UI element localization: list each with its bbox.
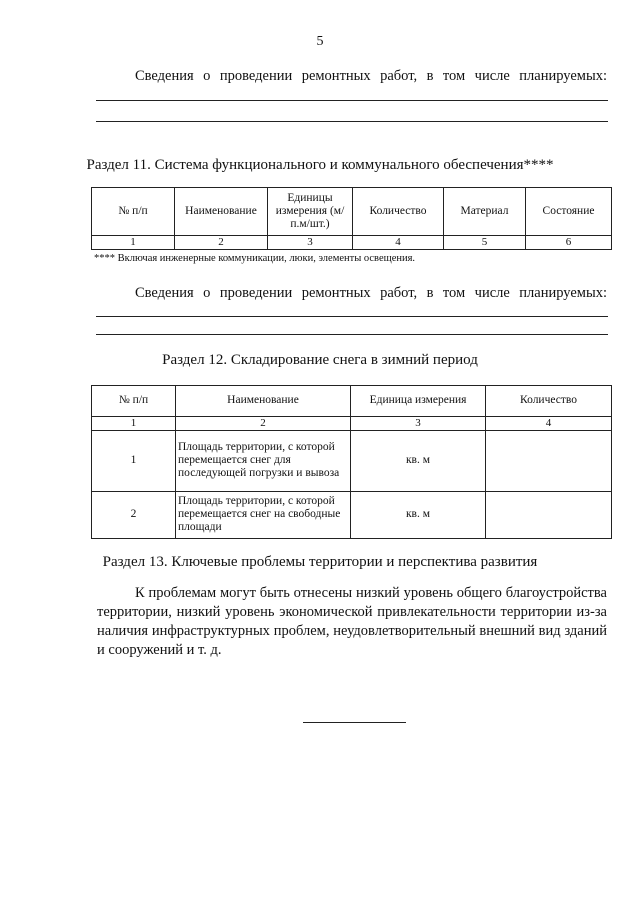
column-header: Единицы измерения (м/п.м/шт.) bbox=[268, 188, 353, 236]
row-number: 2 bbox=[92, 491, 176, 538]
section-11-heading: Раздел 11. Система функционального и коммунального обеспечения**** bbox=[86, 157, 554, 173]
column-number: 3 bbox=[351, 417, 486, 431]
repair-works-intro-1-text: Сведения о проведении ремонтных работ, в том числе планируемых: bbox=[135, 68, 607, 84]
row-name: Площадь территории, с которой перемещается снег для последующей погрузки и вывоза bbox=[176, 430, 351, 491]
column-number: 2 bbox=[175, 236, 268, 250]
column-header: № п/п bbox=[92, 386, 176, 417]
table-row bbox=[92, 491, 612, 538]
column-number-row bbox=[92, 417, 612, 431]
column-header: Единица измерения bbox=[351, 386, 486, 417]
column-header: Наименование bbox=[175, 188, 268, 236]
row-name: Площадь территории, с которой перемещается снег на свободные площади bbox=[176, 491, 351, 538]
column-header: Количество bbox=[486, 386, 612, 417]
row-quantity bbox=[486, 430, 612, 491]
column-number: 4 bbox=[486, 417, 612, 431]
row-number: 1 bbox=[92, 430, 176, 491]
fill-line bbox=[96, 100, 608, 101]
section-11-table bbox=[91, 187, 612, 250]
section-13-heading: Раздел 13. Ключевые проблемы территории и перспектива развития bbox=[102, 554, 538, 570]
column-header: Наименование bbox=[176, 386, 351, 417]
repair-works-intro-2 bbox=[97, 285, 607, 302]
fill-line bbox=[96, 316, 608, 317]
row-unit: кв. м bbox=[351, 491, 486, 538]
row-quantity bbox=[486, 491, 612, 538]
column-number-row bbox=[92, 236, 612, 250]
column-header: Количество bbox=[353, 188, 444, 236]
table-header-row bbox=[92, 386, 612, 417]
column-header: № п/п bbox=[92, 188, 175, 236]
column-number: 3 bbox=[268, 236, 353, 250]
column-number: 1 bbox=[92, 417, 176, 431]
section-12-table bbox=[91, 385, 612, 539]
column-number: 2 bbox=[176, 417, 351, 431]
column-number: 6 bbox=[526, 236, 612, 250]
table-row bbox=[92, 430, 612, 491]
repair-works-intro-2-text: Сведения о проведении ремонтных работ, в том числе планируемых: bbox=[135, 285, 607, 301]
closing-line bbox=[303, 722, 406, 723]
table-header-row bbox=[92, 188, 612, 236]
section-12-heading: Раздел 12. Складирование снега в зимний период bbox=[162, 352, 478, 368]
section-13-paragraph bbox=[97, 584, 607, 660]
column-number: 5 bbox=[444, 236, 526, 250]
section-13-paragraph-text: К проблемам могут быть отнесены низкий уровень общего благоустройства территории, низкий уровень экономической привлекательности территории из-за наличия инфраструктурных проблем, неудовлетворительный внешний вид зданий и сооружений и т. д. bbox=[97, 585, 607, 658]
repair-works-intro-1 bbox=[97, 68, 607, 85]
footnote: **** Включая инженерные коммуникации, люки, элементы освещения. bbox=[94, 253, 416, 264]
fill-line bbox=[96, 334, 608, 335]
row-unit: кв. м bbox=[351, 430, 486, 491]
fill-line bbox=[96, 121, 608, 122]
column-header: Состояние bbox=[526, 188, 612, 236]
column-number: 4 bbox=[353, 236, 444, 250]
column-number: 1 bbox=[92, 236, 175, 250]
page-number: 5 bbox=[316, 34, 324, 49]
column-header: Материал bbox=[444, 188, 526, 236]
